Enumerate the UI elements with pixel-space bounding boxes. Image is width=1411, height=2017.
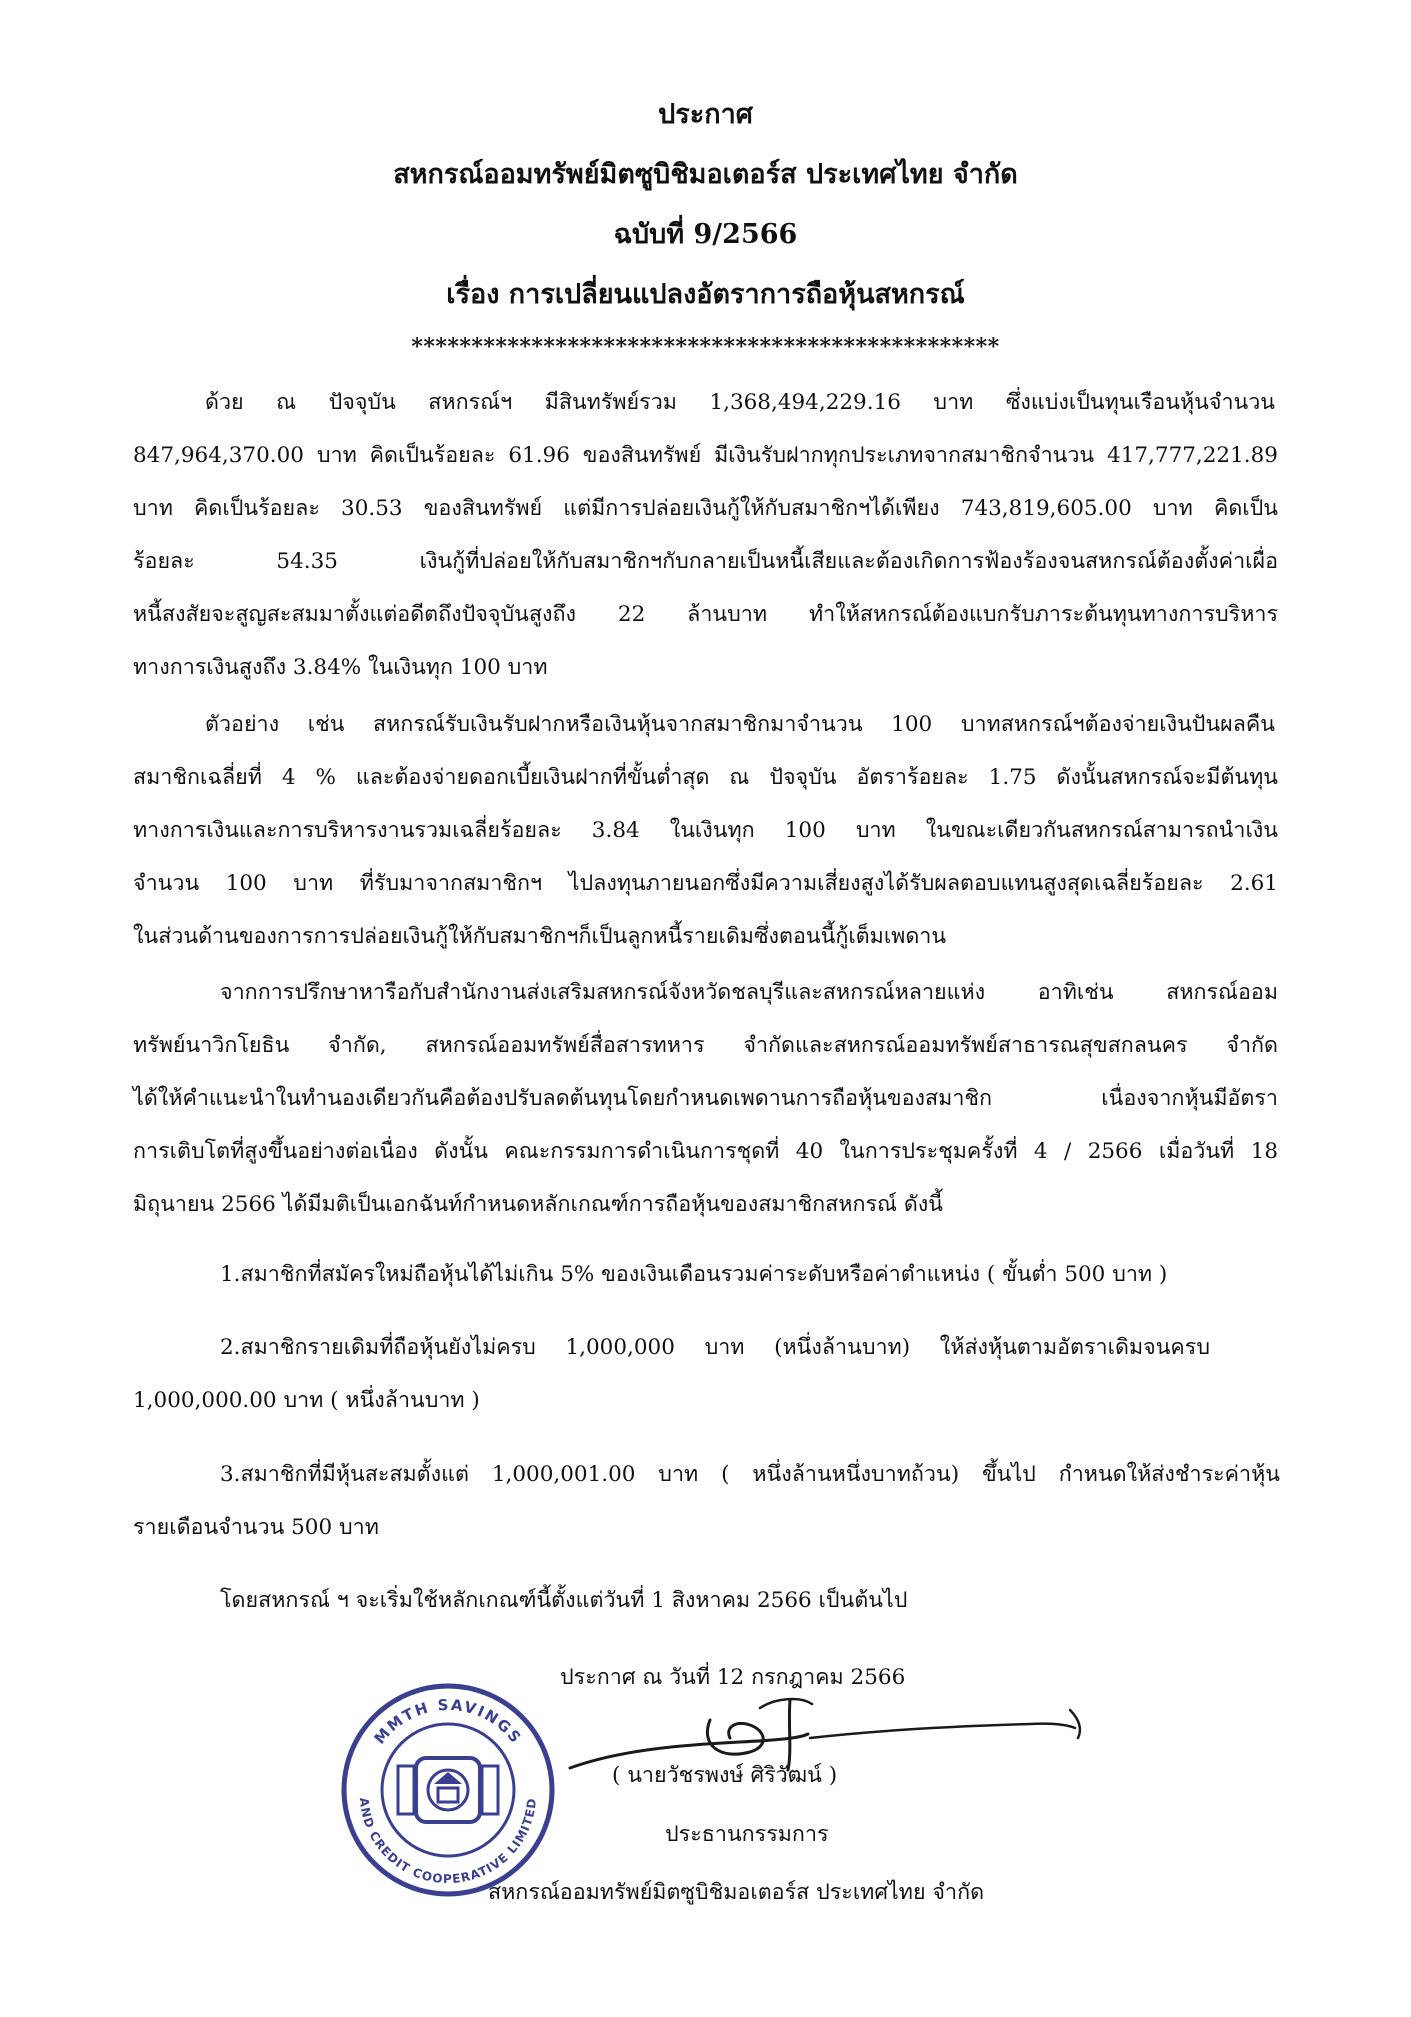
paragraph-line: ทางการเงินและการบริหารงานรวมเฉลี่ยร้อยละ 3.84 ในเงินทุก 100 บาท ในขณะเดียวกันสหกรณ์สามารถนำเงิน [133, 818, 1278, 843]
organization-name: สหกรณ์ออมทรัพย์มิตซูบิชิมอเตอร์ส ประเทศไทย จำกัด [393, 159, 1018, 190]
paragraph-line: หนี้สงสัยจะสูญสะสมมาตั้งแต่อดีตถึงปัจจุบันสูงถึง 22 ล้านบาท ทำให้สหกรณ์ต้องแบกรับภาระต้นทุนทางการบริหาร [133, 602, 1278, 627]
paragraph-line: สมาชิกเฉลี่ยที่ 4 % และต้องจ่ายดอกเบี้ยเงินฝากที่ขั้นต่ำสุด ณ ปัจจุบัน อัตราร้อยละ 1.75 ดังนั้นสหกรณ์จะมีต้นทุน [133, 765, 1278, 790]
seal-bottom-text: AND CREDIT COOPERATIVE LIMITED [356, 1797, 540, 1887]
subject-line: เรื่อง การเปลี่ยนแปลงอัตราการถือหุ้นสหกรณ์ [446, 279, 965, 310]
paragraph-line: จำนวน 100 บาท ที่รับมาจากสมาชิกฯ ไปลงทุนภายนอกซึ่งมีความเสี่ยงสูงได้รับผลตอบแทนสูงสุดเฉลี่ยร้อยละ 2.61 [133, 871, 1278, 896]
signatory-name: ( นายวัชรพงษ์ ศิริวัฒน์ ) [612, 1763, 838, 1788]
paragraph-line: ตัวอย่าง เช่น สหกรณ์รับเงินรับฝากหรือเงินหุ้นจากสมาชิกมาจำนวน 100 บาทสหกรณ์ฯต้องจ่ายเงินปันผลคืน [205, 712, 1275, 737]
seal-top-text: MMTH SAVINGS [370, 1695, 526, 1748]
signatory-organization: สหกรณ์ออมทรัพย์มิตซูบิชิมอเตอร์ส ประเทศไทย จำกัด [488, 1880, 985, 1905]
issue-number: ฉบับที่ 9/2566 [613, 219, 798, 250]
paragraph-line: ได้ให้คำแนะนำในทำนองเดียวกันคือต้องปรับลดต้นทุนโดยกำหนดเพดานการถือหุ้นของสมาชิก เนื่องจากหุ้นมีอัตรา [133, 1086, 1278, 1111]
signatory-position: ประธานกรรมการ [665, 1822, 829, 1847]
effective-date-line: โดยสหกรณ์ ฯ จะเริ่มใช้หลักเกณฑ์นี้ตั้งแต่วันที่ 1 สิงหาคม 2566 เป็นต้นไป [220, 1588, 908, 1613]
rule-line: 1,000,000.00 บาท ( หนึ่งล้านบาท ) [133, 1388, 480, 1413]
paragraph-line: การเติบโตที่สูงขึ้นอย่างต่อเนื่อง ดังนั้น คณะกรรมการดำเนินการชุดที่ 40 ในการประชุมครั้งที่ 4 / 2566 เมื่อวันที่ 18 [133, 1139, 1278, 1164]
paragraph-line: 847,964,370.00 บาท คิดเป็นร้อยละ 61.96 ของสินทรัพย์ มีเงินรับฝากทุกประเภทจากสมาชิกจำนวน 417,777,221.89 [133, 443, 1278, 468]
paragraph-line: ในส่วนด้านของการการปล่อยเงินกู้ให้กับสมาชิกฯก็เป็นลูกหนี้รายเดิมซึ่งตอนนี้กู้เต็มเพดาน [133, 924, 947, 949]
paragraph-line: บาท คิดเป็นร้อยละ 30.53 ของสินทรัพย์ แต่มีการปล่อยเงินกู้ให้กับสมาชิกฯได้เพียง 743,819,605.00 บาท คิดเป็น [133, 496, 1278, 521]
rule-line: 3.สมาชิกที่มีหุ้นสะสมตั้งแต่ 1,000,001.00 บาท ( หนึ่งล้านหนึ่งบาทถ้วน) ขึ้นไป กำหนดให้ส่งชำระค่าหุ้น [220, 1462, 1280, 1487]
paragraph-line: มิถุนายน 2566 ได้มีมติเป็นเอกฉันท์กำหนดหลักเกณฑ์การถือหุ้นของสมาชิกสหกรณ์ ดังนี้ [133, 1192, 943, 1217]
announcement-title: ประกาศ [658, 99, 753, 130]
rule-line: 2.สมาชิกรายเดิมที่ถือหุ้นยังไม่ครบ 1,000,000 บาท (หนึ่งล้านบาท) ให้ส่งหุ้นตามอัตราเดิมจนครบ [220, 1335, 1210, 1360]
paragraph-line: ด้วย ณ ปัจจุบัน สหกรณ์ฯ มีสินทรัพย์รวม 1,368,494,229.16 บาท ซึ่งแบ่งเป็นทุนเรือนหุ้นจำนวน [205, 390, 1275, 415]
paragraph-line: ทรัพย์นาวิกโยธิน จำกัด, สหกรณ์ออมทรัพย์สื่อสารทหาร จำกัดและสหกรณ์ออมทรัพย์สาธารณสุขสกลนคร จำกัด [133, 1033, 1278, 1058]
rule-item-1: 1.สมาชิกที่สมัครใหม่ถือหุ้นได้ไม่เกิน 5% ของเงินเดือนรวมค่าระดับหรือค่าตำแหน่ง ( ขั้นต่ำ 500 บาท ) [220, 1262, 1168, 1287]
rule-line: รายเดือนจำนวน 500 บาท [133, 1515, 379, 1540]
paragraph-line: ทางการเงินสูงถึง 3.84% ในเงินทุก 100 บาท [133, 655, 548, 680]
separator-line: ************************************************* [411, 334, 1000, 360]
paragraph-line: จากการปรึกษาหารือกับสำนักงานส่งเสริมสหกรณ์จังหวัดชลบุรีและสหกรณ์หลายแห่ง อาทิเช่น สหกรณ์ออม [220, 980, 1278, 1005]
cooperative-seal-stamp [338, 1680, 558, 1900]
announcement-date: ประกาศ ณ วันที่ 12 กรกฎาคม 2566 [560, 1665, 906, 1690]
paragraph-line: ร้อยละ 54.35 เงินกู้ที่ปล่อยให้กับสมาชิกฯกับกลายเป็นหนี้เสียและต้องเกิดการฟ้องร้องจนสหกรณ์ต้องตั้งค่าเผื่อ [133, 549, 1278, 574]
